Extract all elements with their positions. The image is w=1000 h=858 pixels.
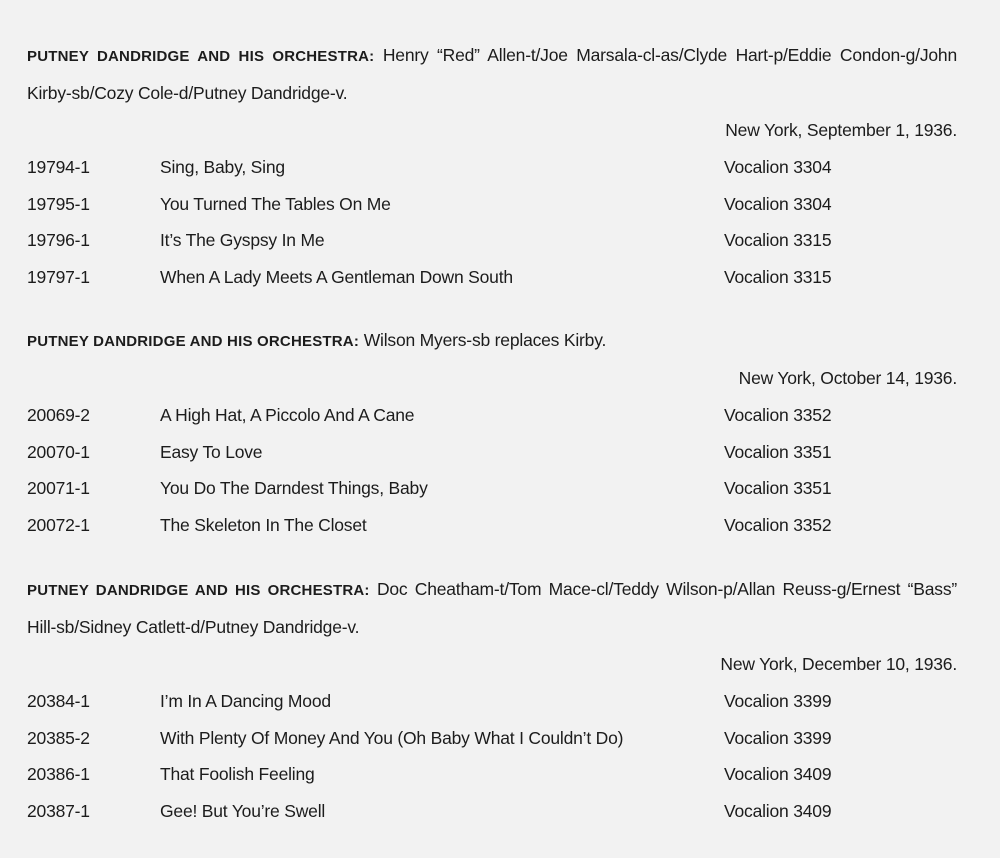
record-label: Vocalion 3304 bbox=[724, 157, 832, 177]
session-leader: PUTNEY DANDRIDGE AND HIS ORCHESTRA: bbox=[27, 333, 360, 350]
track-title: When A Lady Meets A Gentleman Down South bbox=[160, 266, 513, 287]
matrix-number: 20071-1 bbox=[27, 478, 90, 499]
session-place-date: New York, October 14, 1936. bbox=[738, 368, 957, 388]
matrix-number: 20072-1 bbox=[27, 514, 90, 535]
track-row bbox=[27, 186, 957, 223]
record-label: Vocalion 3352 bbox=[724, 514, 832, 535]
track-title: It’s The Gyspsy In Me bbox=[160, 230, 325, 251]
record-label: Vocalion 3399 bbox=[724, 727, 832, 748]
matrix-number: 19794-1 bbox=[27, 157, 90, 177]
matrix-number: 20384-1 bbox=[27, 691, 90, 711]
session-leader: PUTNEY DANDRIDGE AND HIS ORCHESTRA: bbox=[27, 48, 375, 65]
record-label: Vocalion 3352 bbox=[724, 405, 832, 425]
record-label: Vocalion 3351 bbox=[724, 478, 832, 499]
track-title: The Skeleton In The Closet bbox=[160, 514, 367, 535]
track-row bbox=[27, 222, 957, 259]
session-place-date: New York, September 1, 1936. bbox=[725, 120, 957, 140]
track-title: You Do The Darndest Things, Baby bbox=[160, 478, 428, 499]
track-title: With Plenty Of Money And You (Oh Baby What I Couldn’t Do) bbox=[160, 727, 624, 748]
track-title: Easy To Love bbox=[160, 441, 263, 462]
matrix-number: 20070-1 bbox=[27, 441, 90, 462]
matrix-number: 20387-1 bbox=[27, 800, 90, 821]
track-row bbox=[27, 149, 957, 186]
track-row bbox=[27, 259, 957, 296]
track-title: A High Hat, A Piccolo And A Cane bbox=[160, 405, 415, 425]
track-row bbox=[27, 507, 957, 544]
session-place-date: New York, December 10, 1936. bbox=[720, 654, 957, 674]
record-label: Vocalion 3315 bbox=[724, 230, 832, 251]
personnel-list: Henry “Red” Allen-t/Joe Marsala-cl-as/Clyde Hart-p/Eddie Condon-g/John Kirby-sb/Cozy Cole-d/Putney Dandridge-v. bbox=[27, 45, 957, 103]
track-row bbox=[27, 397, 957, 434]
track-title: Gee! But You’re Swell bbox=[160, 800, 326, 821]
session-1 bbox=[27, 37, 957, 295]
track-title: That Foolish Feeling bbox=[160, 764, 315, 785]
matrix-number: 20386-1 bbox=[27, 764, 90, 785]
personnel-list: Wilson Myers-sb replaces Kirby. bbox=[363, 330, 607, 350]
session-leader: PUTNEY DANDRIDGE AND HIS ORCHESTRA: bbox=[27, 582, 370, 599]
record-label: Vocalion 3351 bbox=[724, 441, 832, 462]
session-personnel bbox=[27, 37, 957, 112]
matrix-number: 20385-2 bbox=[27, 727, 90, 748]
track-row bbox=[27, 793, 957, 830]
track-title: Sing, Baby, Sing bbox=[160, 157, 285, 177]
record-label: Vocalion 3304 bbox=[724, 193, 832, 214]
matrix-number: 20069-2 bbox=[27, 405, 90, 425]
track-row bbox=[27, 720, 957, 757]
session-3 bbox=[27, 571, 957, 829]
session-personnel bbox=[27, 322, 957, 360]
track-row bbox=[27, 434, 957, 471]
track-title: You Turned The Tables On Me bbox=[160, 193, 391, 214]
record-label: Vocalion 3409 bbox=[724, 800, 832, 821]
matrix-number: 19797-1 bbox=[27, 266, 90, 287]
track-row bbox=[27, 683, 957, 720]
personnel-list: Doc Cheatham-t/Tom Mace-cl/Teddy Wilson-p/Allan Reuss-g/Ernest “Bass” Hill-sb/Sidney Catlett-d/Putney Dandridge-v. bbox=[27, 579, 957, 637]
track-row bbox=[27, 470, 957, 507]
record-label: Vocalion 3409 bbox=[724, 764, 832, 785]
session-2 bbox=[27, 322, 957, 543]
track-title: I’m In A Dancing Mood bbox=[160, 691, 331, 711]
matrix-number: 19795-1 bbox=[27, 193, 90, 214]
session-personnel bbox=[27, 571, 957, 646]
record-label: Vocalion 3315 bbox=[724, 266, 832, 287]
record-label: Vocalion 3399 bbox=[724, 691, 832, 711]
track-row bbox=[27, 756, 957, 793]
matrix-number: 19796-1 bbox=[27, 230, 90, 251]
